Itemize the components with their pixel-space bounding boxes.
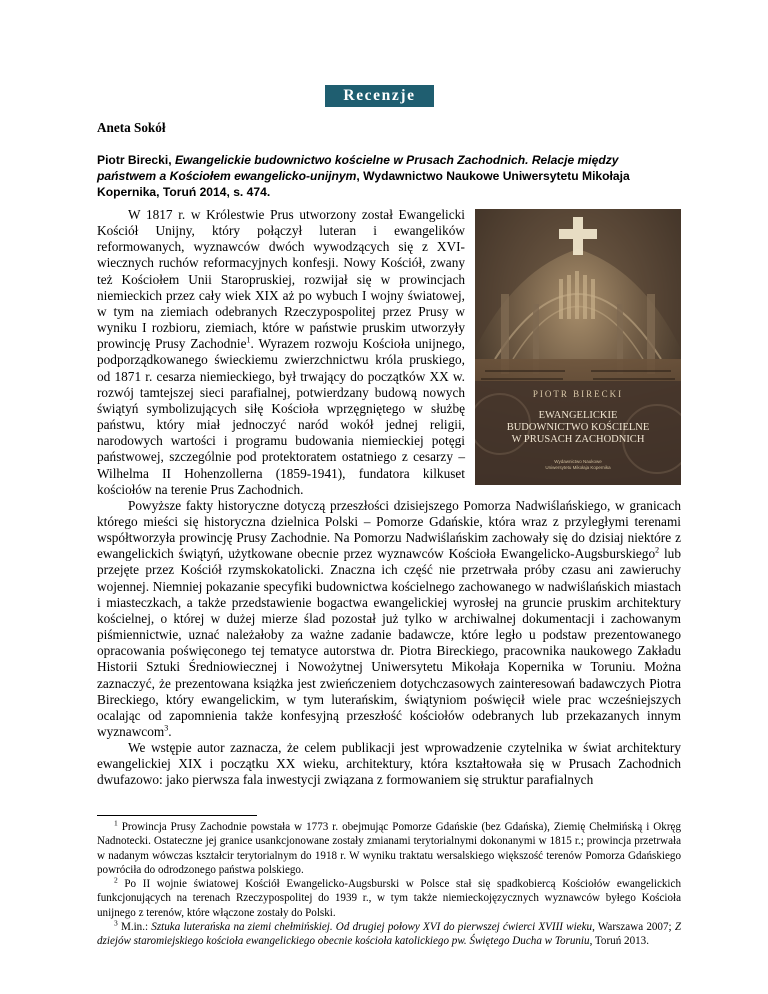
cover-author: PIOTR BIRECKI xyxy=(532,389,624,399)
footnote-ref-3[interactable]: 3 xyxy=(164,723,169,733)
church-interior-illustration xyxy=(475,209,681,485)
cover-publisher-line-1: Wydawnictwo Naukowe xyxy=(554,459,602,464)
footnote-separator xyxy=(97,815,257,816)
book-title: Ewangelickie budownictwo kościelne w Prusach Zachodnich. Relacje między państwem a Kościołem ewangelicko-unijnym xyxy=(97,153,619,183)
cover-publisher-line-2: Uniwersytetu Mikołaja Kopernika xyxy=(545,465,611,470)
footnotes xyxy=(97,820,681,949)
paragraph-1: W 1817 r. w Królestwie Prus utworzony został Ewangelicki Kościół Unijny, który połączył luteran i ewangelików reformowanych, wyznawców dwóch wywodzących się z XVI-wiecznych ruchów reformacyjnych konfesji. Nowy Kościół, zwany też Kościołem Unii Staropruskiej, rozwijał się w prowincjach niemieckich przez cały wiek XIX aż po wybuch I wojny światowej, w tym na ziemiach odebranych Rzeczypospolitej przez Prusy w wyniku I rozbioru, ziemiach, które w państwie pruskim utworzyły prowincję Prusy Zachodnie$^1$. Wyrazem rozwoju Kościoła unijnego, podporządkowanego świeckiemu zwierzchnictwu króla pruskiego, od 1871 r. cesarza niemieckiego, był trwający do początków XX w. rozwój tamtejszej sieci parafialnej, potwierdzany budową nowych świątyń symbolizujących siłę Kościoła wprzęgniętego w służbę państwu, który miał jednoczyć naród wokół jednej religii, narodowych wartości i programu budowania niemieckiej potęgi państwowej, szczególnie pod protektoratem ostatniego z cesarzy – Wilhelma II Hohenzollerna (1859-1941), fundatora kilkuset kościołów na terenie Prus Zachodnich. xyxy=(97,207,465,497)
book-cover-image xyxy=(475,209,681,485)
footnote-1: $^1$ Prowincja Prusy Zachodnie powstała w 1773 r. obejmując Pomorze Gdańskie (bez Gdańska), Ziemię Chełmińską i Okręg Nadnotecki. Ostateczne jej granice usankcjonowane zostały zmianami terytorialnymi dokonanymi w 1815 r.; prowincja przetrwała w nadanym wówczas kształcir terytorialnym do 1918 r. W wyniku traktatu wersalskiego większość terenów Pomorza Gdańskiego powróciła do odrodzonego państwa polskiego. xyxy=(97,818,681,876)
book-publisher: , Wydawnictwo Naukowe Uniwersytetu Mikołaja Kopernika, Toruń 2014, s. 474. xyxy=(97,169,630,199)
footnote-ref-2[interactable]: 2 xyxy=(655,545,660,555)
cover-title-line-1: EWANGELICKIE xyxy=(538,410,618,421)
cover-title-line-3: W PRUSACH ZACHODNICH xyxy=(511,434,645,445)
cover-title-line-2: BUDOWNICTWO KOŚCIELNE xyxy=(506,422,650,433)
footnote-3: $^3$ M.in.: Sztuka luterańska na ziemi chełmińskiej. Od drugiej połowy XVI do pierwszej ćwierci XVIII wieku, Warszawa 2007; Z dziejów staromiejskiego kościoła ewangelickiego obecnie kościoła katolickiego pw. Świętego Ducha w Toruniu, Toruń 2013. xyxy=(97,918,681,948)
review-author: Aneta Sokół xyxy=(97,120,166,135)
review-body xyxy=(97,207,681,789)
book-author: Piotr Birecki, xyxy=(97,153,175,167)
book-citation xyxy=(97,152,677,200)
paragraph-2: Powyższe fakty historyczne dotyczą przeszłości dzisiejszego Pomorza Nadwiślańskiego, w granicach którego mieści się historyczna dzielnica Polski – Pomorze Gdańskie, która wraz z przyległymi terenami współtworzyła prowincję Prusy Zachodnie. Na Pomorzu Nadwiślańskim zachowały się do dzisiaj niektóre z ewangelickich świątyń, użytkowane obecnie przez wyznawców Kościoła Ewangelicko-Augsburskiego$^2$ lub przejęte przez Kościół rzymskokatolicki. Znaczna ich część nie przetrwała próby czasu ani zawieruchy wojennej. Niemniej pokazanie specyfiki budownictwa kościelnego zachowanego w nadwiślańskich miastach i miasteczkach, a także przedstawienie bogactwa ewangelickiej wyrosłej na gruncie pruskim architektury kościelnej, o której w dużej mierze ślad pozostał już tylko w archiwalnej dokumentacji i zachowanym piśmiennictwie, uznać należałoby za ważne zadanie badawcze, które legło u podstaw prezentowanego opracowania poświęconego tej tematyce autorstwa dr. Piotra Bireckiego, pracownika naukowego Zakładu Historii Sztuki Średniowiecznej i Nowożytnej Uniwersytetu Mikołaja Kopernika w Toruniu. Można zaznaczyć, że prezentowana książka jest zwieńczeniem dotychczasowych zainteresowań badawczych Piotra Bireckiego, który ewangelickim, w tym luterańskim, świątyniom poświęcił wiele prac wcześniejszych ocalając od zapomnienia także konfesyjną przeszłość kościołów odebranych lub przekazanych innym wyznawcom$^3$. xyxy=(97,497,681,739)
footnote-2: $^2$ Po II wojnie światowej Kościół Ewangelicko-Augsburski w Polsce stał się spadkobiercą Kościołów ewangelickich funkcjonujących na terenach Rzeczypospolitej do 1939 r., w tym także niemieckojęzycznych wyznawców byłego Kościoła unijnego z terenów, które włączone zostały do Polski. xyxy=(97,875,681,919)
section-title: Recenzje xyxy=(325,85,434,107)
footnote-ref-1[interactable]: 1 xyxy=(246,335,251,345)
paragraph-3: We wstępie autor zaznacza, że celem publikacji jest wprowadzenie czytelnika w świat architektury ewangelickiej XIX i początku XX wieku, architektury, która kształtowała się w Prusach Zachodnich dwufazowo: jako pierwsza fala inwestycji związana z formowaniem się struktur parafialnych xyxy=(97,740,681,788)
